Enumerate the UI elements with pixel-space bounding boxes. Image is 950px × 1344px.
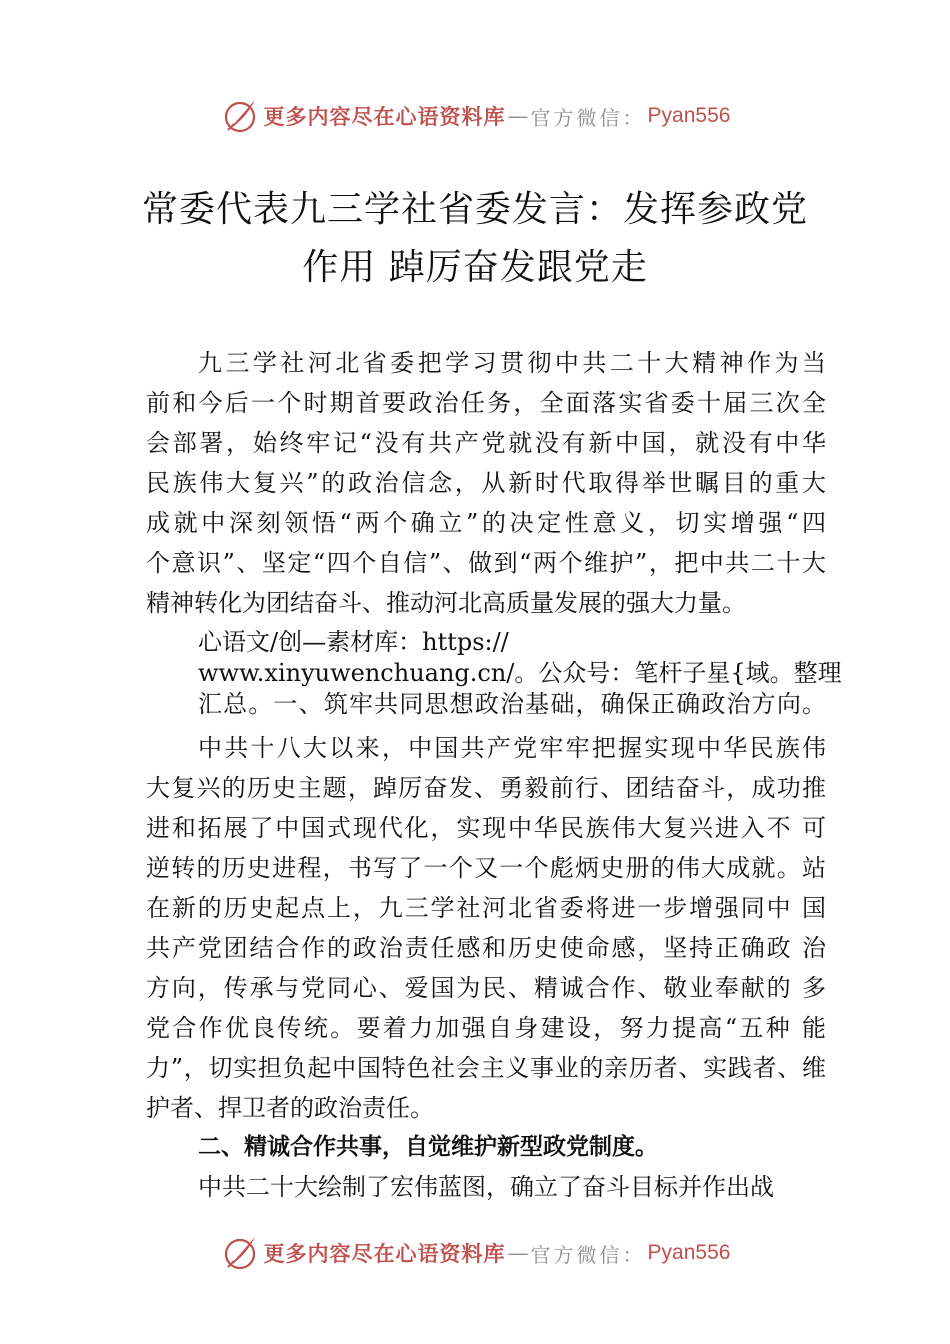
- watermark-wechat-id: Pyan556: [647, 1241, 731, 1264]
- watermark-brand: 更多内容尽在心语资料库: [263, 1241, 506, 1266]
- paragraph-line: 护者、捍卫者的政治责任。: [146, 1094, 434, 1122]
- paragraph-line: 中共二十大绘制了宏伟蓝图，确立了奋斗目标并作出战: [198, 1173, 774, 1201]
- paragraph-line: 会部署，始终牢记“没有共产党就没有新中国，就没有中华: [146, 429, 826, 457]
- paragraph-line: 共产党团结合作的政治责任感和历史使命感，坚持正确政 治: [146, 934, 826, 962]
- paragraph-line: 力”，切实担负起中国特色社会主义事业的亲历者、实践者、维: [146, 1054, 826, 1082]
- paragraph-line: 前和今后一个时期首要政治任务，全面落实省委十届三次全: [146, 389, 826, 417]
- paragraph-line: 党合作优良传统。要着力加强自身建设，努力提高“五种 能: [146, 1014, 826, 1042]
- source-note-line: 心语文/创—素材库：https://: [198, 628, 509, 656]
- watermark-label: 官方微信：: [530, 105, 646, 130]
- paragraph-line: 精神转化为团结奋斗、推动河北高质量发展的强大力量。: [146, 589, 746, 617]
- section-heading-2: 二、精诚合作共事，自觉维护新型政党制度。: [198, 1134, 658, 1160]
- quill-logo-icon: [220, 96, 260, 136]
- paragraph-line: 进和拓展了中国式现代化，实现中华民族伟大复兴进入不 可: [146, 814, 826, 842]
- source-note-line: 汇总。一、筑牢共同思想政治基础，确保正确政治方向。: [198, 690, 826, 718]
- document-title-line-2: 作用 踔厉奋发跟党走: [302, 247, 648, 288]
- paragraph-line: 大复兴的历史主题，踔厉奋发、勇毅前行、团结奋斗，成功推: [146, 774, 826, 802]
- watermark-dash: —: [507, 104, 529, 128]
- paragraph-line: 方向，传承与党同心、爱国为民、精诚合作、敬业奉献的 多: [146, 974, 826, 1002]
- watermark-dash: —: [507, 1241, 529, 1265]
- watermark-label: 官方微信：: [530, 1242, 646, 1267]
- watermark-banner-top: [0, 94, 950, 138]
- document-title-line-1: 常委代表九三学社省委发言：发挥参政党: [141, 189, 808, 230]
- paragraph-line: 逆转的历史进程，书写了一个又一个彪炳史册的伟大成就。站: [146, 854, 826, 882]
- paragraph-line: 中共十八大以来，中国共产党牢牢把握实现中华民族伟: [198, 734, 826, 762]
- watermark-wechat-id: Pyan556: [647, 104, 731, 127]
- watermark-banner-bottom: [0, 1231, 950, 1275]
- paragraph-line: 九三学社河北省委把学习贯彻中共二十大精神作为当: [198, 349, 826, 377]
- source-note-line: www.xinyuwenchuang.cn/。公众号：笔杆子星{域。整理: [198, 659, 842, 687]
- quill-logo-icon: [220, 1233, 260, 1273]
- paragraph-line: 民族伟大复兴”的政治信念，从新时代取得举世瞩目的重大: [146, 469, 826, 497]
- paragraph-line: 成就中深刻领悟“两个确立”的决定性意义，切实增强“四: [146, 509, 826, 537]
- paragraph-line: 在新的历史起点上，九三学社河北省委将进一步增强同中 国: [146, 894, 826, 922]
- paragraph-line: 个意识”、坚定“四个自信”、做到“两个维护”，把中共二十大: [146, 549, 826, 577]
- watermark-brand: 更多内容尽在心语资料库: [263, 104, 506, 129]
